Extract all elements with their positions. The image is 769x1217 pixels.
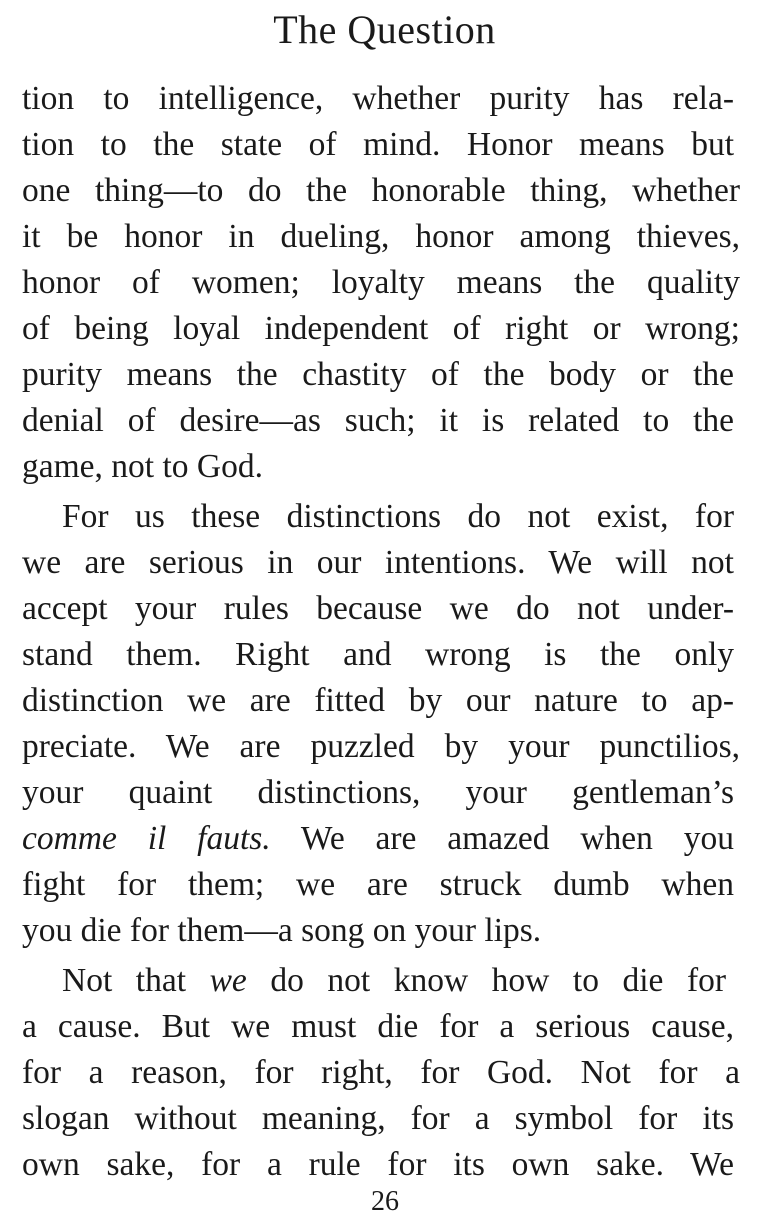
text-line: purity means the chastity of the body or the	[22, 356, 734, 393]
text-line: we are serious in our intentions. We will not	[22, 544, 734, 581]
text-line: your quaint distinctions, your gentleman’s	[22, 774, 734, 811]
text-line: stand them. Right and wrong is the only	[22, 636, 734, 673]
text-line: tion to the state of mind. Honor means but	[22, 126, 734, 163]
text-line: distinction we are fitted by our nature to ap-	[22, 682, 734, 719]
text-run: Not that	[62, 962, 210, 999]
text-line: game, not to God.	[22, 448, 263, 485]
text-line: fight for them; we are struck dumb when	[22, 866, 734, 903]
text-line: of being loyal independent of right or wrong;	[22, 310, 740, 347]
text-line: it be honor in dueling, honor among thieves,	[22, 218, 740, 255]
text-line	[22, 816, 734, 862]
text-line: denial of desire—as such; it is related to the	[22, 402, 734, 439]
text-run: We are amazed when you	[270, 820, 734, 857]
text-line: For us these distinctions do not exist, for	[62, 498, 734, 535]
text-line: you die for them—a song on your lips.	[22, 912, 542, 949]
text-line: slogan without meaning, for a symbol for its	[22, 1100, 734, 1137]
text-line	[62, 958, 726, 1004]
text-line: accept your rules because we do not under-	[22, 590, 734, 627]
text-line: preciate. We are puzzled by your punctilios,	[22, 728, 740, 765]
italic-phrase: comme il fauts.	[22, 820, 271, 857]
text-line: own sake, for a rule for its own sake. We	[22, 1146, 734, 1183]
running-head: The Question	[273, 7, 496, 52]
text-line: one thing—to do the honorable thing, whether	[22, 172, 740, 209]
text-line: for a reason, for right, for God. Not for a	[22, 1054, 740, 1091]
italic-word: we	[209, 962, 247, 999]
text-run: do not know how to die for	[246, 962, 726, 999]
page-number: 26	[371, 1186, 399, 1217]
text-line: a cause. But we must die for a serious cause,	[22, 1008, 734, 1045]
text-line: honor of women; loyalty means the quality	[22, 264, 740, 301]
text-line: tion to intelligence, whether purity has rela-	[22, 80, 734, 117]
